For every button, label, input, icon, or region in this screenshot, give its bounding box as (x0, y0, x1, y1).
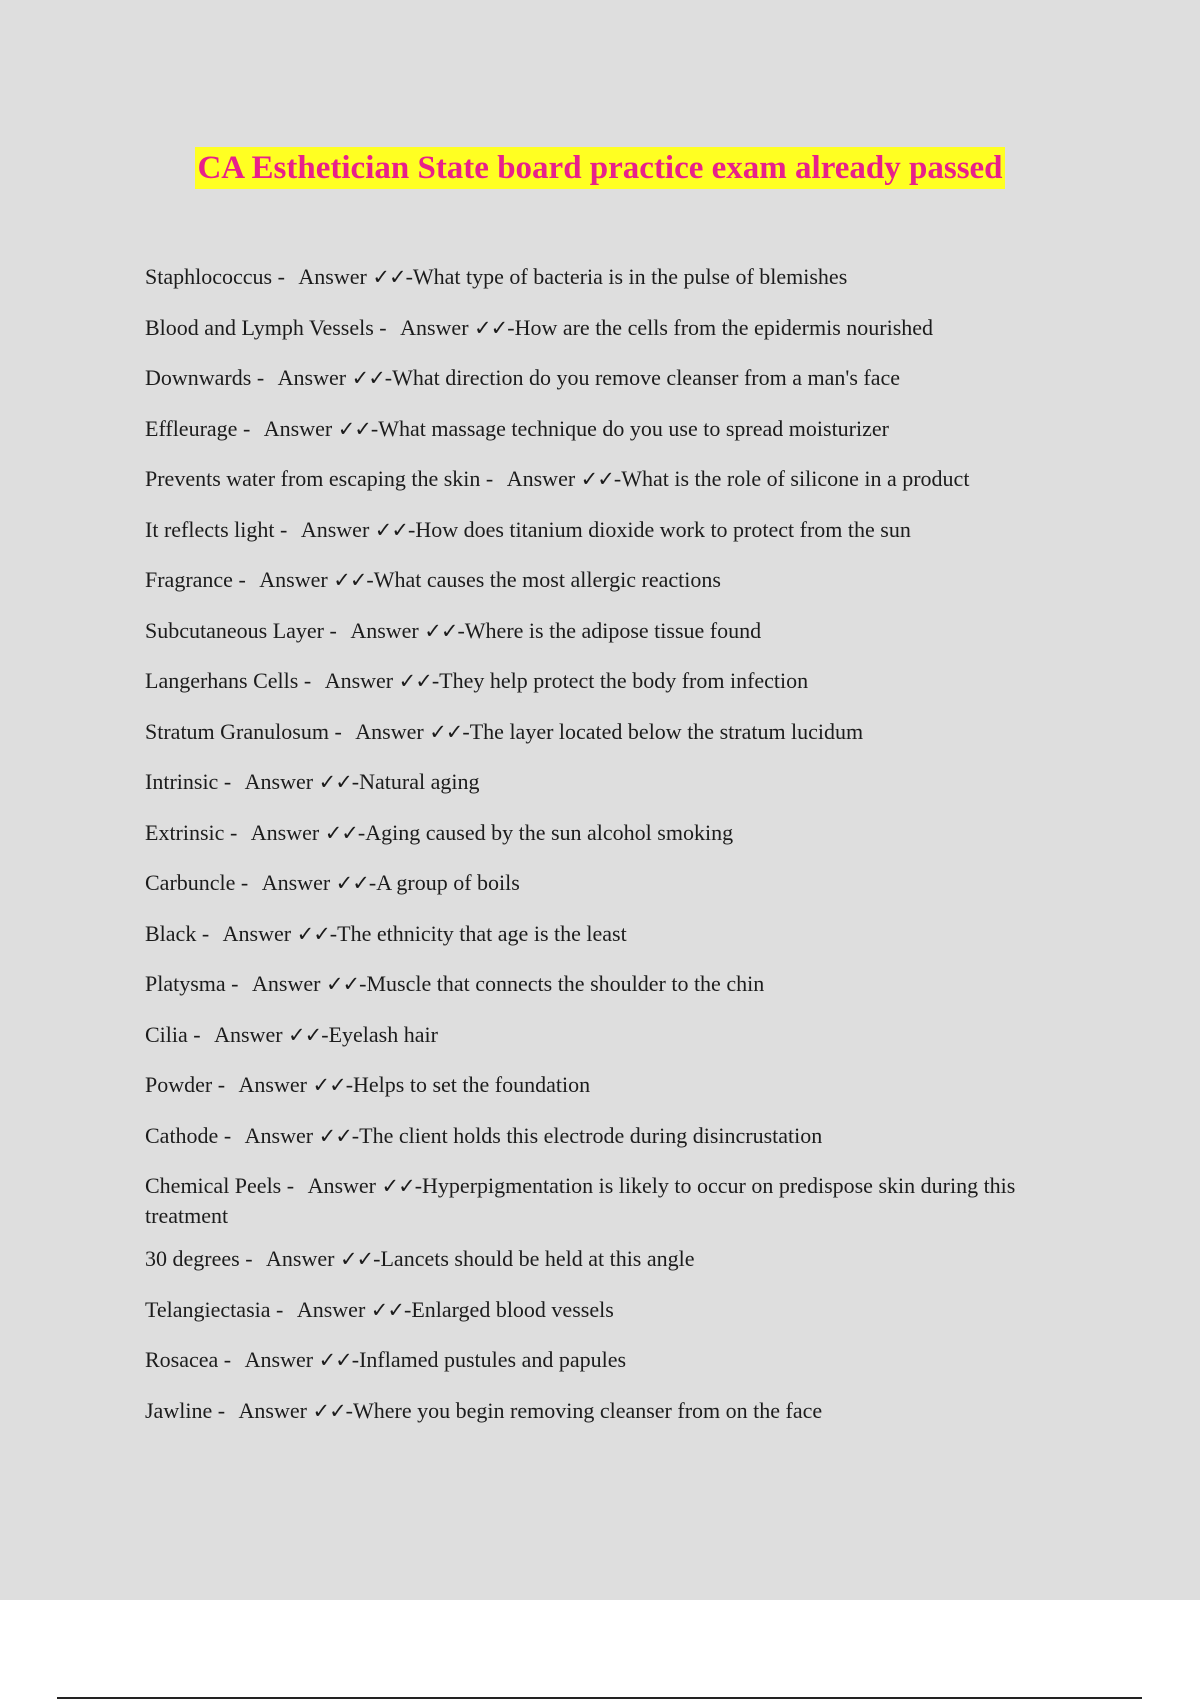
double-check-icon: ✓✓ (318, 1123, 352, 1148)
qa-term: 30 degrees (145, 1246, 240, 1271)
answer-label: Answer (324, 668, 394, 693)
double-check-icon: ✓✓ (374, 517, 408, 542)
qa-item: Downwards - Answer ✓✓-What direction do you remove cleanser from a man's face (145, 365, 901, 390)
qa-term: Intrinsic (145, 769, 219, 794)
qa-question: What is the role of silicone in a product (621, 466, 970, 491)
qa-term: Carbuncle (145, 870, 236, 895)
double-check-icon: ✓✓ (312, 1073, 346, 1097)
double-check-icon: ✓✓ (333, 568, 367, 592)
qa-term: Chemical Peels (145, 1173, 282, 1198)
answer-label: Answer (355, 718, 424, 744)
qa-question: The client holds this electrode during disincrustation (359, 1122, 823, 1148)
double-check-icon: ✓✓ (580, 467, 614, 491)
answer-label: Answer (506, 466, 576, 491)
qa-item: Chemical Peels - Answer ✓✓-Hyperpigmentation is likely to occur on predispose skin during this treatment (145, 1173, 1016, 1228)
answer-label: Answer (244, 769, 314, 794)
qa-question: Where is the adipose tissue found (464, 617, 762, 643)
qa-question: What direction do you remove cleanser from a man's face (392, 365, 901, 390)
qa-term: Fragrance (145, 567, 233, 592)
qa-question: What causes the most allergic reactions (373, 567, 721, 592)
qa-question: Muscle that connects the shoulder to the chin (366, 971, 765, 996)
document-title: CA Esthetician State board practice exam already passed (195, 147, 1004, 189)
answer-label: Answer (250, 819, 320, 845)
footer-rule (57, 1697, 1142, 1699)
qa-term: Prevents water from escaping the skin (145, 466, 481, 491)
qa-question: A group of boils (376, 870, 520, 895)
double-check-icon: ✓✓ (351, 366, 385, 390)
answer-label: Answer (238, 1397, 307, 1423)
answer-label: Answer (222, 920, 292, 946)
qa-term: Black (145, 920, 197, 946)
answer-label: Answer (244, 1347, 314, 1372)
answer-label: Answer (238, 1072, 307, 1097)
qa-item: Cathode - Answer ✓✓-The client holds this electrode during disincrustation (145, 1122, 823, 1148)
qa-term: Subcutaneous Layer (145, 617, 324, 643)
qa-question: Inflamed pustules and papules (359, 1347, 627, 1372)
qa-item: Stratum Granulosum - Answer ✓✓-The layer located below the stratum lucidum (145, 718, 864, 744)
qa-list (145, 262, 1065, 1446)
double-check-icon: ✓✓ (318, 770, 352, 794)
answer-label: Answer (300, 516, 370, 542)
qa-term: Blood and Lymph Vessels (145, 314, 374, 340)
qa-item: Powder - Answer ✓✓-Helps to set the foundation (145, 1072, 591, 1097)
answer-label: Answer (261, 870, 331, 895)
title-wrap (0, 147, 1200, 189)
qa-item: Effleurage - Answer ✓✓-What massage technique do you use to spread moisturizer (145, 415, 889, 441)
answer-label: Answer (277, 365, 347, 390)
double-check-icon: ✓✓ (312, 1398, 346, 1423)
answer-label: Answer (307, 1173, 377, 1198)
qa-question: The ethnicity that age is the least (337, 920, 627, 946)
qa-item: Carbuncle - Answer ✓✓-A group of boils (145, 870, 520, 895)
qa-term: Cathode (145, 1122, 219, 1148)
answer-label: Answer (298, 264, 367, 289)
double-check-icon: ✓✓ (335, 871, 369, 895)
answer-label: Answer (266, 1246, 335, 1271)
double-check-icon: ✓✓ (424, 618, 458, 643)
double-check-icon: ✓✓ (325, 972, 360, 996)
qa-term: Extrinsic (145, 819, 225, 845)
qa-question: Lancets should be held at this angle (380, 1246, 695, 1271)
double-check-icon: ✓✓ (429, 719, 463, 744)
double-check-icon: ✓✓ (324, 820, 358, 845)
qa-item: Blood and Lymph Vessels - Answer ✓✓-How are the cells from the epidermis nourished (145, 314, 934, 340)
double-check-icon: ✓✓ (474, 315, 508, 340)
qa-term: Langerhans Cells (145, 668, 299, 693)
qa-item: Cilia - Answer ✓✓-Eyelash hair (145, 1021, 438, 1047)
qa-question: Helps to set the foundation (353, 1072, 591, 1097)
double-check-icon: ✓✓ (370, 1297, 404, 1322)
qa-item: Black - Answer ✓✓-The ethnicity that age is the least (145, 920, 627, 946)
answer-label: Answer (244, 1122, 314, 1148)
double-check-icon: ✓✓ (398, 669, 432, 693)
double-check-icon: ✓✓ (372, 265, 406, 289)
answer-label: Answer (214, 1021, 283, 1047)
qa-question: What type of bacteria is in the pulse of blemishes (412, 264, 848, 289)
qa-question: Hyperpigmentation is likely to occur on predispose skin during this treatment (145, 1173, 1016, 1228)
qa-term: Staphlococcus (145, 264, 273, 289)
double-check-icon: ✓✓ (339, 1247, 374, 1271)
qa-term: Platysma (145, 971, 226, 996)
qa-term: It reflects light (145, 516, 275, 542)
qa-term: Jawline (145, 1397, 213, 1423)
double-check-icon: ✓✓ (318, 1348, 352, 1372)
qa-term: Cilia (145, 1021, 188, 1047)
qa-item: Intrinsic - Answer ✓✓-Natural aging (145, 769, 480, 794)
qa-question: What massage technique do you use to spread moisturizer (378, 415, 889, 441)
qa-item: Fragrance - Answer ✓✓-What causes the most allergic reactions (145, 567, 721, 592)
answer-label: Answer (400, 314, 469, 340)
qa-item: Telangiectasia - Answer ✓✓-Enlarged blood vessels (145, 1296, 614, 1322)
qa-term: Telangiectasia (145, 1296, 271, 1322)
qa-question: How does titanium dioxide work to protect from the sun (415, 516, 911, 542)
qa-item: Extrinsic - Answer ✓✓-Aging caused by the sun alcohol smoking (145, 819, 734, 845)
qa-question: Enlarged blood vessels (411, 1296, 614, 1322)
answer-label: Answer (263, 415, 333, 441)
answer-label: Answer (259, 567, 328, 592)
qa-question: Where you begin removing cleanser from on the face (353, 1397, 823, 1423)
qa-term: Effleurage (145, 415, 238, 441)
qa-term: Stratum Granulosum (145, 718, 329, 744)
qa-item: Rosacea - Answer ✓✓-Inflamed pustules and papules (145, 1347, 627, 1372)
qa-item: 30 degrees - Answer ✓✓-Lancets should be held at this angle (145, 1246, 695, 1271)
qa-item: Subcutaneous Layer - Answer ✓✓-Where is the adipose tissue found (145, 617, 762, 643)
qa-item: It reflects light - Answer ✓✓-How does titanium dioxide work to protect from the sun (145, 516, 911, 542)
qa-item: Langerhans Cells - Answer ✓✓-They help protect the body from infection (145, 668, 809, 693)
qa-question: Eyelash hair (328, 1021, 438, 1047)
qa-question: The layer located below the stratum lucidum (469, 718, 864, 744)
qa-term: Rosacea (145, 1347, 219, 1372)
qa-term: Powder (145, 1072, 213, 1097)
answer-label: Answer (252, 971, 321, 996)
qa-question: How are the cells from the epidermis nourished (514, 314, 934, 340)
qa-item: Staphlococcus - Answer ✓✓-What type of bacteria is in the pulse of blemishes (145, 264, 848, 289)
qa-item: Platysma - Answer ✓✓-Muscle that connects the shoulder to the chin (145, 971, 765, 996)
qa-term: Downwards (145, 365, 252, 390)
double-check-icon: ✓✓ (337, 416, 371, 441)
qa-question: Aging caused by the sun alcohol smoking (365, 819, 734, 845)
qa-question: They help protect the body from infection (439, 668, 809, 693)
double-check-icon: ✓✓ (381, 1174, 415, 1198)
qa-item: Jawline - Answer ✓✓-Where you begin removing cleanser from on the face (145, 1397, 823, 1423)
qa-question: Natural aging (359, 769, 480, 794)
qa-item: Prevents water from escaping the skin - Answer ✓✓-What is the role of silicone in a product (145, 466, 970, 491)
answer-label: Answer (350, 617, 419, 643)
answer-label: Answer (296, 1296, 366, 1322)
double-check-icon: ✓✓ (288, 1022, 322, 1047)
double-check-icon: ✓✓ (296, 921, 330, 946)
